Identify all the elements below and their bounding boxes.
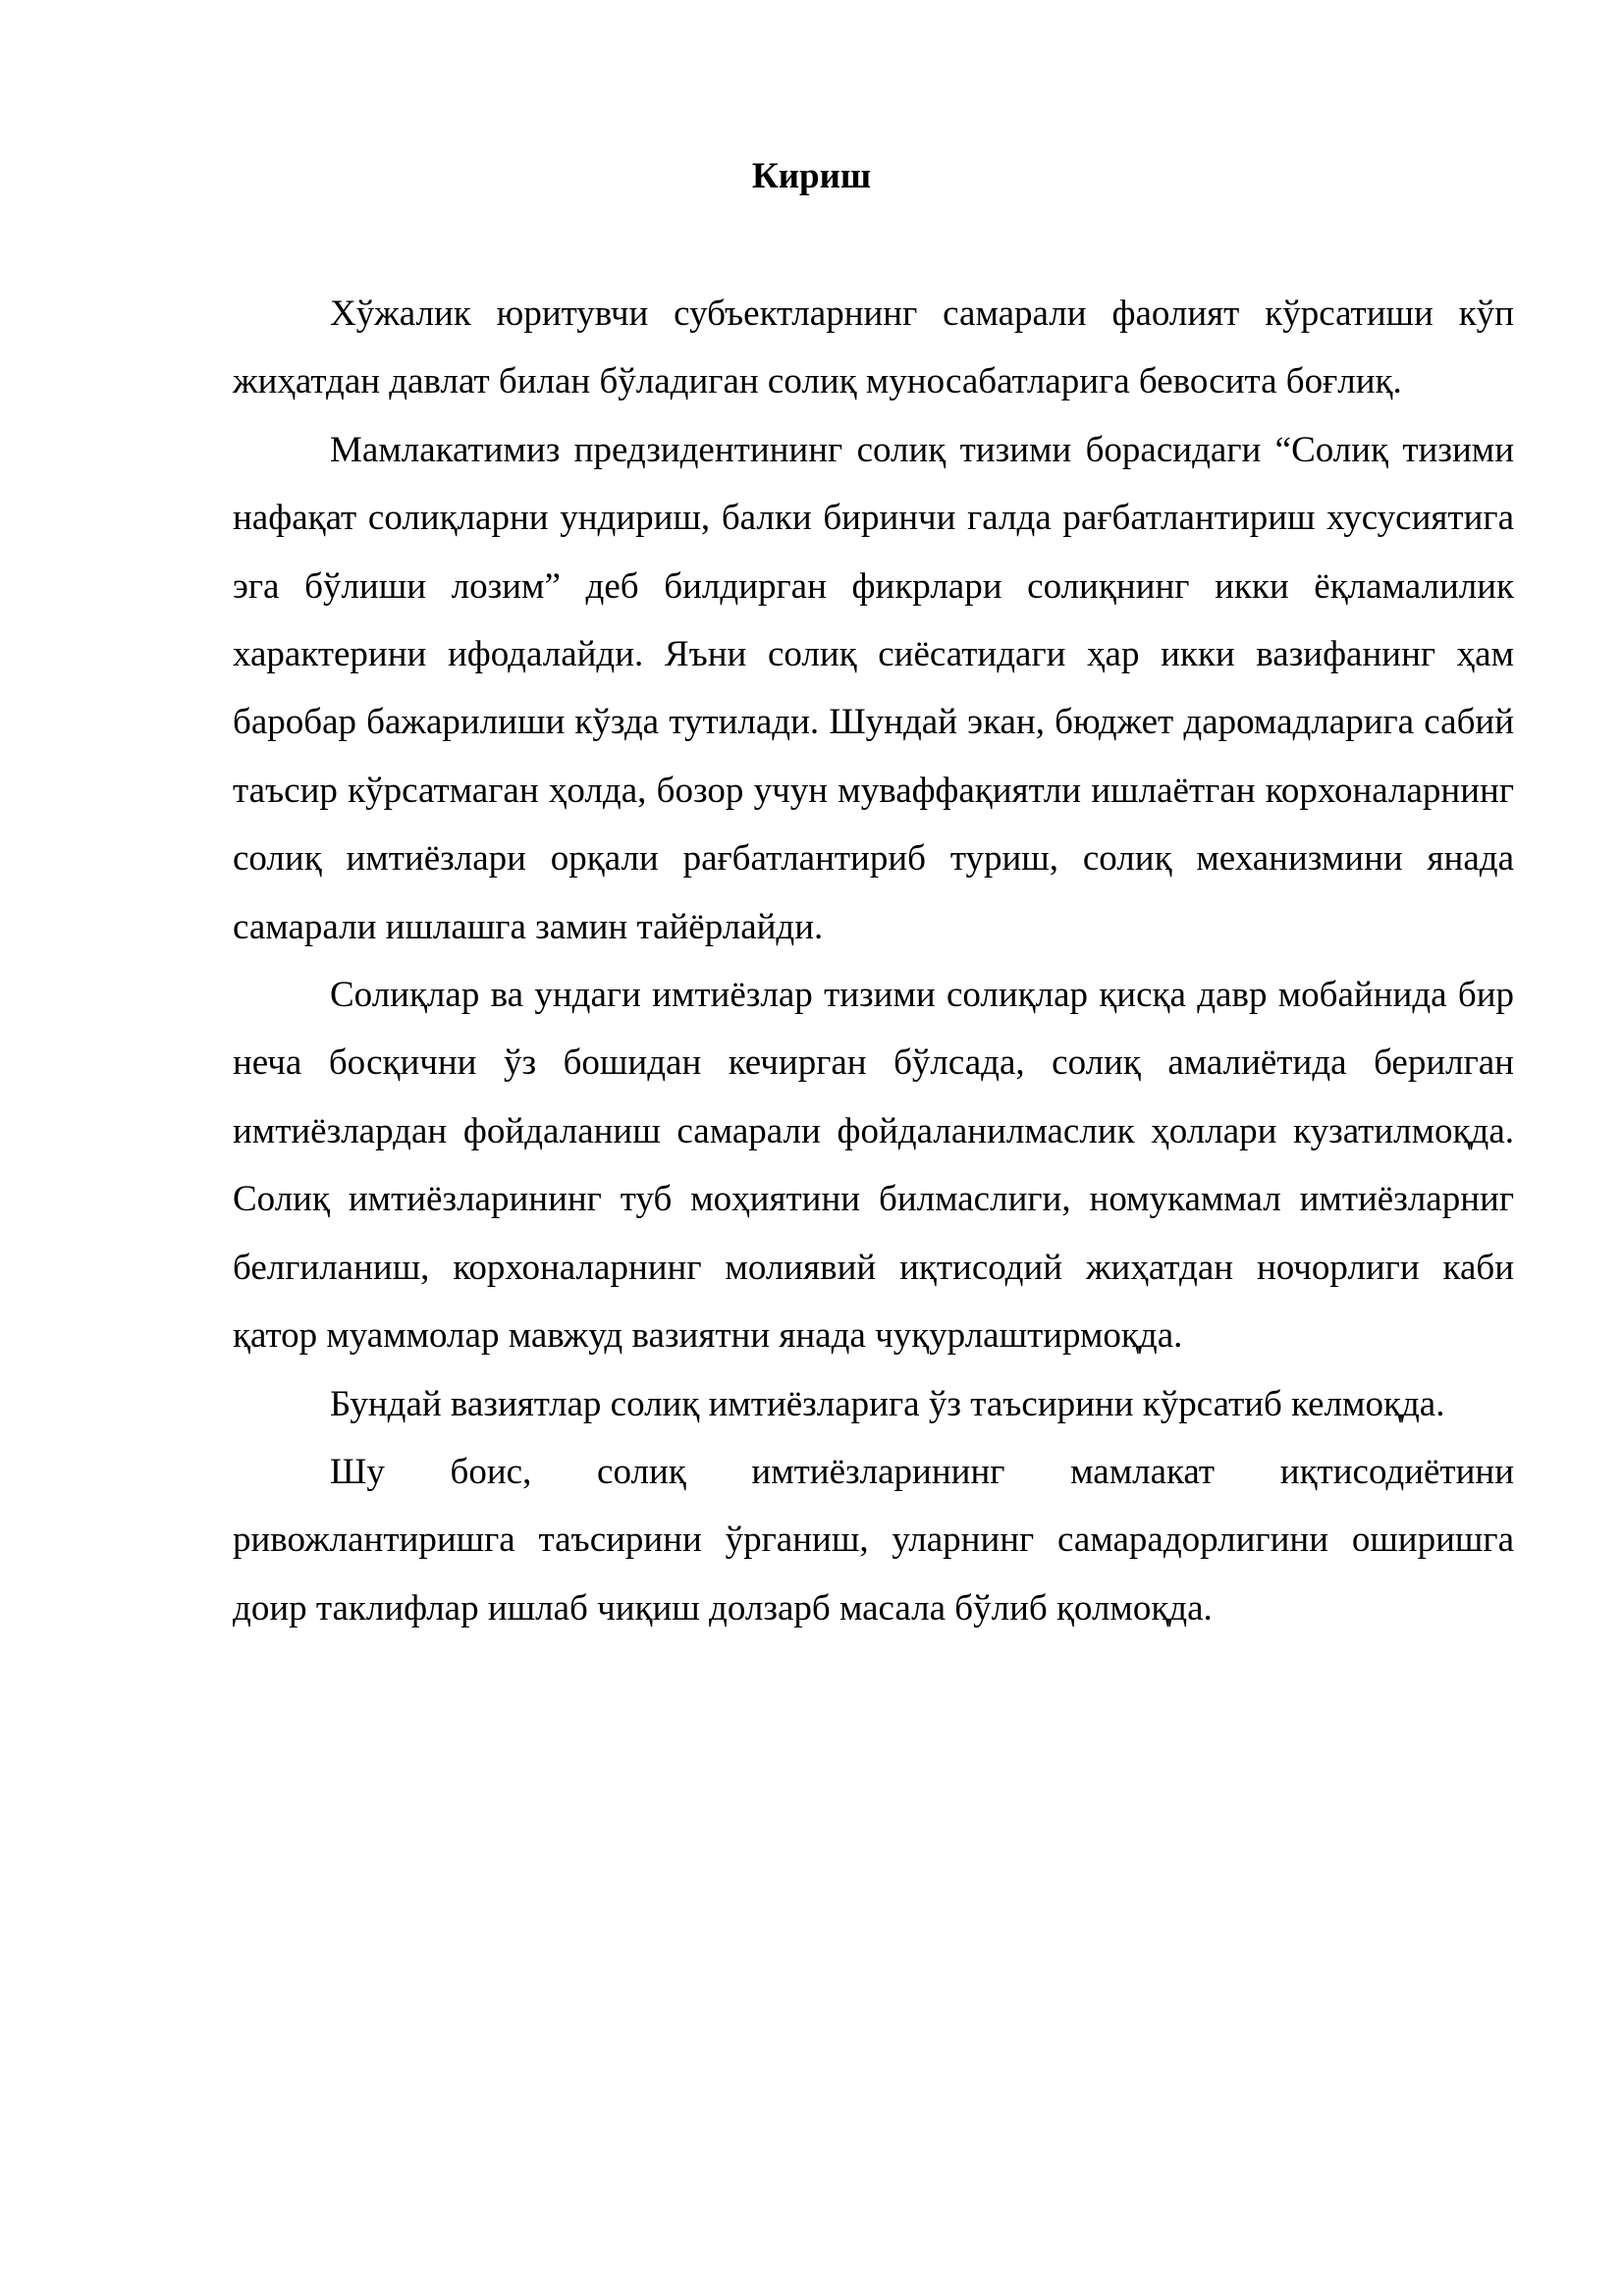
paragraph: Шу боис, солиқ имтиёзларининг мамлакат иқтисодиётини ривожлантиришга таъсирини ўрганиш, уларнинг самарадорлигини оширишга доир таклифлар ишлаб чиқиш долзарб масала бўлиб қолмоқда.: [233, 1451, 1514, 1629]
document-body: [233, 280, 1514, 1642]
paragraph: Бундай вазиятлар солиқ имтиёзларига ўз таъсирини кўрсатиб келмоқда.: [330, 1383, 1445, 1424]
paragraph: Хўжалик юритувчи субъектларнинг самарали фаолият кўрсатиши кўп жиҳатдан давлат билан бўладиган солиқ муносабатларига бевосита боғлиқ.: [233, 294, 1514, 402]
paragraph: Мамлакатимиз предзидентининг солиқ тизими борасидаги “Солиқ тизими нафақат солиқларни ундириш, балки биринчи галда рағбатлантириш хусусиятига эга бўлиши лозим” деб билдирган фикрлари солиқнинг икки ёқламалилик характерини ифодалайди. Яъни солиқ сиёсатидаги ҳар икки вазифанинг ҳам баробар бажарилиши кўзда тутилади. Шундай экан, бюджет даромадларига сабий таъсир кўрсатмаган ҳолда, бозор учун муваффақиятли ишлаётган корхоналарнинг солиқ имтиёзлари орқали рағбатлантириб туриш, солиқ механизмини янада самарали ишлашга замин тайёрлайди.: [233, 429, 1514, 947]
paragraph: Солиқлар ва ундаги имтиёзлар тизими солиқлар қисқа давр мобайнида бир неча босқични ўз бошидан кечирган бўлсада, солиқ амалиётида берилган имтиёзлардан фойдаланиш самарали фойдаланилмаслик ҳоллари кузатилмоқда. Солиқ имтиёзларининг туб моҳиятини билмаслиги, номукаммал имтиёзларниг белгиланиш, корхоналарнинг молиявий иқтисодий жиҳатдан ночорлиги каби қатор муаммолар мавжуд вазиятни янада чуқурлаштирмоқда.: [233, 975, 1514, 1357]
page-title: Кириш: [751, 156, 872, 196]
